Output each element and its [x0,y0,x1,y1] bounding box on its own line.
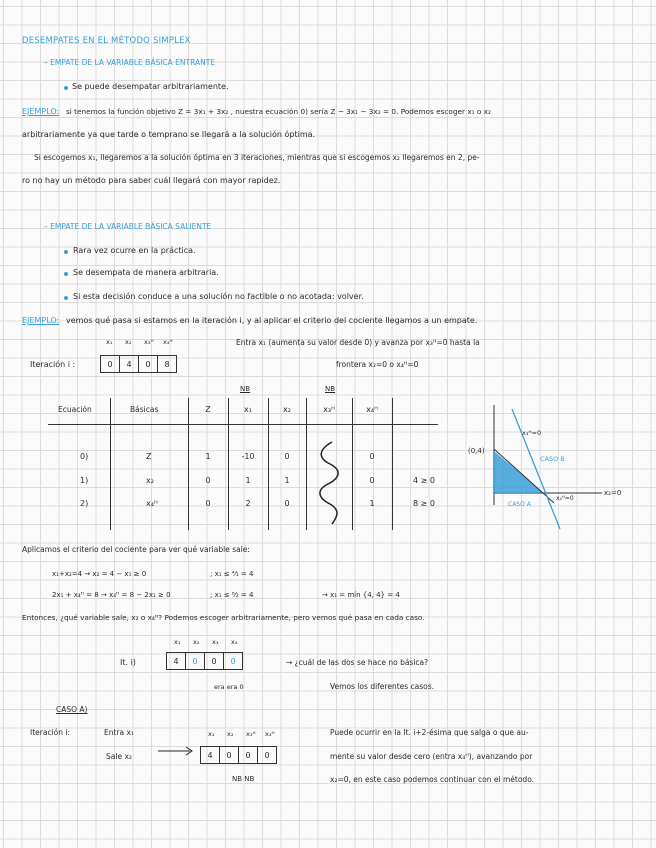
graph-line-label: x₃ᴴ=0 [522,429,542,437]
case-a-header: x₃ᴴ [246,730,256,738]
case-a-nb: NB NB [232,775,255,783]
table-cell: 1) [80,476,89,485]
criterion-eq: ; x₁ ≤ ⁸⁄₂ = 4 [210,591,254,599]
iter-note: Entra x₁ (aumenta su valor desde 0) y avanza por x₃ᴴ=0 hasta la [236,338,480,347]
iter-vector-box [100,355,177,373]
criterion-eq: 2x₁ + x₄ᴴ = 8 → x₄ᴴ = 8 − 2x₁ ≥ 0 [52,591,171,599]
iter-label: Iteración i : [30,360,76,369]
graph-point-label: (0,4) [468,447,485,455]
it1-vemos: Vemos los diferentes casos. [330,682,435,691]
table-cell: Z [146,452,152,461]
it1-below: era era 0 [214,683,244,691]
table-cell: 0) [80,452,89,461]
case-a-value: 0 [239,747,258,763]
arrow-right-icon [158,746,194,756]
criterion-question: Entonces, ¿qué variable sale, x₂ o x₄ᴴ? Podemos escoger arbitrariamente, pero vemos qué pasa en cada caso. [22,613,425,622]
nb-label: NB [325,385,336,393]
bullet-text: Si esta decisión conduce a una solución no factible o no acotada: volver. [73,292,364,301]
case-a-header: x₂ [227,730,234,738]
table-header: x₄ᴴ [366,405,378,414]
bullet-dot-icon [64,272,68,276]
criterion-text: Aplicamos el criterio del cociente para ver qué variable sale: [22,545,250,554]
case-a-value: 4 [201,747,220,763]
ratio-note: 8 ≥ 0 [413,499,435,508]
table-header: Ecuación [58,405,92,414]
page-title: DESEMPATES EN EL MÉTODO SIMPLEX [22,36,191,46]
bullet-text: Se puede desempatar arbitrariamente. [72,82,229,91]
ratio-note: 4 ≥ 0 [413,476,435,485]
table-rule [228,398,229,530]
table-rule [188,398,189,530]
example-line: Si escogemos x₁, llegaremos a la solución óptima en 3 iteraciones, mientras que si escogemos x₂ llegaremos en 2, pe- [34,153,480,162]
table-cell: 0 [369,476,375,485]
table-cell: 0 [284,499,290,508]
table-header: x₂ [283,405,291,414]
it1-value: 0 [205,653,224,669]
case-a-value: 0 [220,747,239,763]
case-a-text: Puede ocurrir en la It. i+2-ésima que salga o que au- [330,728,529,737]
iter-header: x₄ᴴ [163,338,173,346]
iter-header: x₁ [106,338,113,346]
iter-value: 8 [164,359,170,369]
iter-value: 0 [139,356,158,372]
table-cell: x₄ᴴ [146,499,158,508]
it1-header: x₂ [193,638,200,646]
table-cell: 2) [80,499,89,508]
example-line: ro no hay un método para saber cuál llegará con mayor rapidez. [22,176,281,185]
table-cell: 0 [205,499,211,508]
table-header: x₁ [244,405,252,414]
it1-value: 0 [186,653,205,669]
table-cell: x₂ [146,476,154,485]
example-label: EJEMPLO: [22,316,60,325]
case-a-text: x₂=0, en este caso podemos continuar con el método. [330,775,535,784]
it1-header: x₄ [231,638,238,646]
table-rule [110,398,111,530]
table-cell: 0 [284,452,290,461]
bullet-dot-icon [64,250,68,254]
example-line: si tenemos la función objetivo Z = 3x₁ + 3x₂ , nuestra ecuación 0) sería Z − 3x₁ − 3x₂ = 0. Podemos escoger x₁ o x₂ [66,107,491,116]
iter-value: 4 [120,356,139,372]
bullet-text: Rara vez ocurre en la práctica. [73,246,196,255]
example-line: vemos qué pasa si estamos en la iteración i, y al aplicar el criterio del cociente llegamos a un empate. [66,316,478,325]
table-cell: 2 [245,499,251,508]
table-header: Z [205,405,211,414]
graph-x4-label: x₄ᴴ=0 [556,495,574,502]
table-header: x₃ᴴ [323,405,335,414]
nb-label: NB [240,385,251,393]
table-rule [352,398,353,530]
iter-value: 0 [101,356,120,372]
feasible-region-graph [462,405,638,535]
table-cell: 1 [245,476,251,485]
it1-header: x₁ [174,638,181,646]
table-cell: 1 [284,476,290,485]
graph-case-b: CASO B [540,455,565,463]
table-cell: -10 [241,452,255,461]
table-cell: 0 [369,452,375,461]
example-label: EJEMPLO: [22,107,60,116]
bullet-dot-icon [64,296,68,300]
table-rule [48,424,438,425]
table-cell: 1 [205,452,211,461]
criterion-eq: x₁+x₂=4 → x₂ = 4 − x₁ ≥ 0 [52,570,147,578]
iter-header: x₂ [125,338,132,346]
table-rule [306,398,307,530]
criterion-eq: ; x₁ ≤ ⁴⁄₁ = 4 [210,570,254,578]
case-a-entra: Entra x₁ [104,728,134,737]
bullet-text: Se desempata de manera arbitraria. [73,268,219,277]
table-header: Básicas [130,405,159,414]
it1-value: 4 [167,653,186,669]
table-rule [392,398,393,530]
case-a-value: 0 [264,750,270,760]
graph-case-a: CASO A [508,501,531,508]
table-rule [268,398,269,530]
table-cell: 1 [369,499,375,508]
case-a-vector-box [200,746,277,764]
it1-question: → ¿cuál de las dos se hace no básica? [286,658,429,667]
example-line: arbitrariamente ya que tarde o temprano se llegará a la solución óptima. [22,130,316,139]
table-cell: 0 [205,476,211,485]
case-a-title: CASO A) [56,705,88,714]
iter-header: x₃ᴴ [144,338,154,346]
case-a-text: mente su valor desde cero (entra x₄ᴴ), avanzando por [330,752,533,761]
squiggle-icon [310,440,350,525]
case-a-iter-label: Iteración i: [30,728,70,737]
it1-value: 0 [230,656,236,666]
it1-vector-box [166,652,243,670]
case-a-sale: Sale x₂ [106,752,132,761]
case-a-header: x₄ᴴ [265,730,275,738]
it1-header: x₃ [212,638,219,646]
iter-note: frontera x₂=0 o x₄ᴴ=0 [336,360,419,369]
it1-label: It. i) [120,658,136,667]
criterion-eq: → x₁ = mín {4, 4} = 4 [322,591,400,599]
bullet-dot-icon [64,86,68,90]
section-heading-entering: – EMPATE DE LA VARIABLE BÁSICA ENTRANTE [44,58,216,67]
graph-x2-label: x₂=0 [604,489,622,497]
section-heading-leaving: – EMPATE DE LA VARIABLE BÁSICA SALIENTE [44,222,212,231]
case-a-header: x₁ [208,730,215,738]
